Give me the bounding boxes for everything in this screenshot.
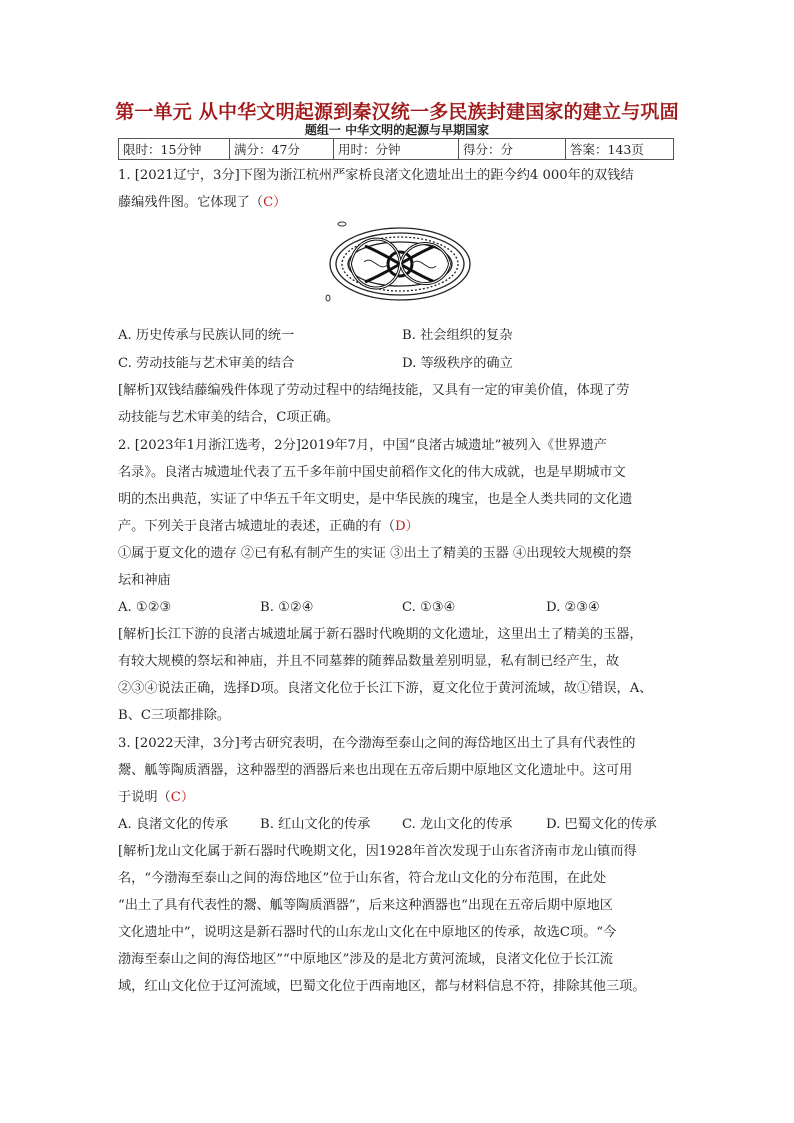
- q2-options-row: [118, 594, 678, 621]
- q2-analysis-line: ②③④说法正确，选择D项。良渚文化位于长江下游，夏文化位于黄河流域，故①错误，A、: [118, 681, 653, 696]
- time-used-cell: 用时：分钟: [334, 139, 459, 160]
- q2-analysis-line: B、C三项都排除。: [118, 708, 231, 723]
- q2-answer: D: [394, 519, 406, 534]
- q3-stem-line: 3. [2022天津，3分]考古研究表明，在今渤海至泰山之间的海岱地区出土了具有代表性的: [118, 736, 636, 751]
- q1-stem-line: 藤编残件图。它体现了（C）: [118, 195, 287, 210]
- q1-analysis-line: [解析]双钱结藤编残件体现了劳动过程中的结绳技能，又具有一定的审美价值，体现了劳: [118, 383, 630, 398]
- score-cell: 得分：分: [459, 139, 566, 160]
- q2-stem-line: 名录》。良渚古城遗址代表了五千多年前中国史前稻作文化的伟大成就，也是早期城市文: [118, 465, 626, 480]
- q2-option-a: A. ①②③: [118, 600, 172, 615]
- q2-analysis-line: 有较大规模的祭坛和神庙，并且不同墓葬的随葬品数量差别明显，私有制已经产生，故: [118, 654, 620, 669]
- q3-analysis-line: [解析]龙山文化属于新石器时代晚期文化，因1928年首次发现于山东省济南市龙山镇而得: [118, 844, 637, 859]
- q2-items-line: 坛和神庙: [118, 573, 171, 588]
- info-table: [118, 138, 674, 160]
- table-row: [119, 139, 674, 160]
- q3-analysis-line: 名，“今渤海至泰山之间的海岱地区”位于山东省，符合龙山文化的分布范围，在此处: [118, 871, 607, 886]
- q3-option-b: B. 红山文化的传承: [260, 817, 371, 832]
- q3-option-d: D. 巴蜀文化的传承: [546, 817, 657, 832]
- knot-weaving-figure: [320, 216, 480, 312]
- q1-answer: C: [263, 195, 274, 210]
- q1-options: [118, 322, 678, 431]
- q3-analysis-line: 文化遗址中”，说明这是新石器时代的山东龙山文化在中原地区的传承，故选C项。“今: [118, 925, 617, 940]
- question-3: [118, 730, 678, 1000]
- q3-analysis-line: 域，红山文化位于辽河流域，巴蜀文化位于西南地区，都与材料信息不符，排除其他三项。: [118, 979, 646, 994]
- q3-answer: C: [170, 790, 181, 805]
- unit-title: 第一单元 从中华文明起源到秦汉统一多民族封建国家的建立与巩固: [115, 101, 679, 123]
- q1-stem-line: 1. [2021辽宁，3分]下图为浙江杭州严家桥良渚文化遗址出土的距今约4 000年的双钱结: [118, 168, 634, 183]
- q3-options-row: [118, 811, 678, 838]
- q1-options-row-1: [118, 322, 678, 349]
- q3-analysis-line: 渤海至泰山之间的海岱地区”“中原地区”涉及的是北方黄河流域，良渚文化位于长江流: [118, 952, 613, 967]
- q3-analysis-line: “出土了具有代表性的鬶、觚等陶质酒器”，后来这种酒器也“出现在五帝后期中原地区: [118, 898, 613, 913]
- q2-option-b: B. ①②④: [260, 600, 314, 615]
- q1-analysis-line: 动技能与艺术审美的结合，C项正确。: [118, 410, 340, 425]
- q2-stem-line: 2. [2023年1月浙江选考，2分]2019年7月，中国“良渚古城遗址”被列入《世界遗产: [118, 438, 607, 453]
- q2-option-c: C. ①③④: [402, 600, 456, 615]
- time-limit-cell: 限时：15分钟: [119, 139, 230, 160]
- q1-option-a: A. 历史传承与民族认同的统一: [118, 328, 295, 343]
- q2-stem-line: 产。下列关于良渚古城遗址的表述，正确的有（D）: [118, 519, 419, 534]
- q1-options-row-2: [118, 350, 678, 377]
- answer-page-cell: 答案：143页: [566, 139, 674, 160]
- q1-option-b: B. 社会组织的复杂: [402, 328, 513, 343]
- question-2: [118, 432, 678, 729]
- q2-analysis-line: [解析]长江下游的良渚古城遗址属于新石器时代晚期的文化遗址，这里出土了精美的玉器，: [118, 627, 643, 642]
- section-subtitle: 题组一 中华文明的起源与早期国家: [304, 123, 490, 137]
- question-1: [118, 162, 678, 216]
- q3-option-c: C. 龙山文化的传承: [402, 817, 513, 832]
- q1-option-d: D. 等级秩序的确立: [402, 356, 513, 371]
- q3-stem-line: 于说明（C）: [118, 790, 195, 805]
- q2-items-line: ①属于夏文化的遗存 ②已有私有制产生的实证 ③出土了精美的玉器 ④出现较大规模的祭: [118, 546, 632, 561]
- full-score-cell: 满分：47分: [230, 139, 334, 160]
- q2-option-d: D. ②③④: [546, 600, 600, 615]
- q3-stem-line: 鬶、觚等陶质酒器，这种器型的酒器后来也出现在五帝后期中原地区文化遗址中。这可用: [118, 763, 633, 778]
- q2-stem-line: 明的杰出典范，实证了中华五千年文明史，是中华民族的瑰宝，也是全人类共同的文化遗: [118, 492, 633, 507]
- q1-option-c: C. 劳动技能与艺术审美的结合: [118, 356, 295, 371]
- q3-option-a: A. 良渚文化的传承: [118, 817, 229, 832]
